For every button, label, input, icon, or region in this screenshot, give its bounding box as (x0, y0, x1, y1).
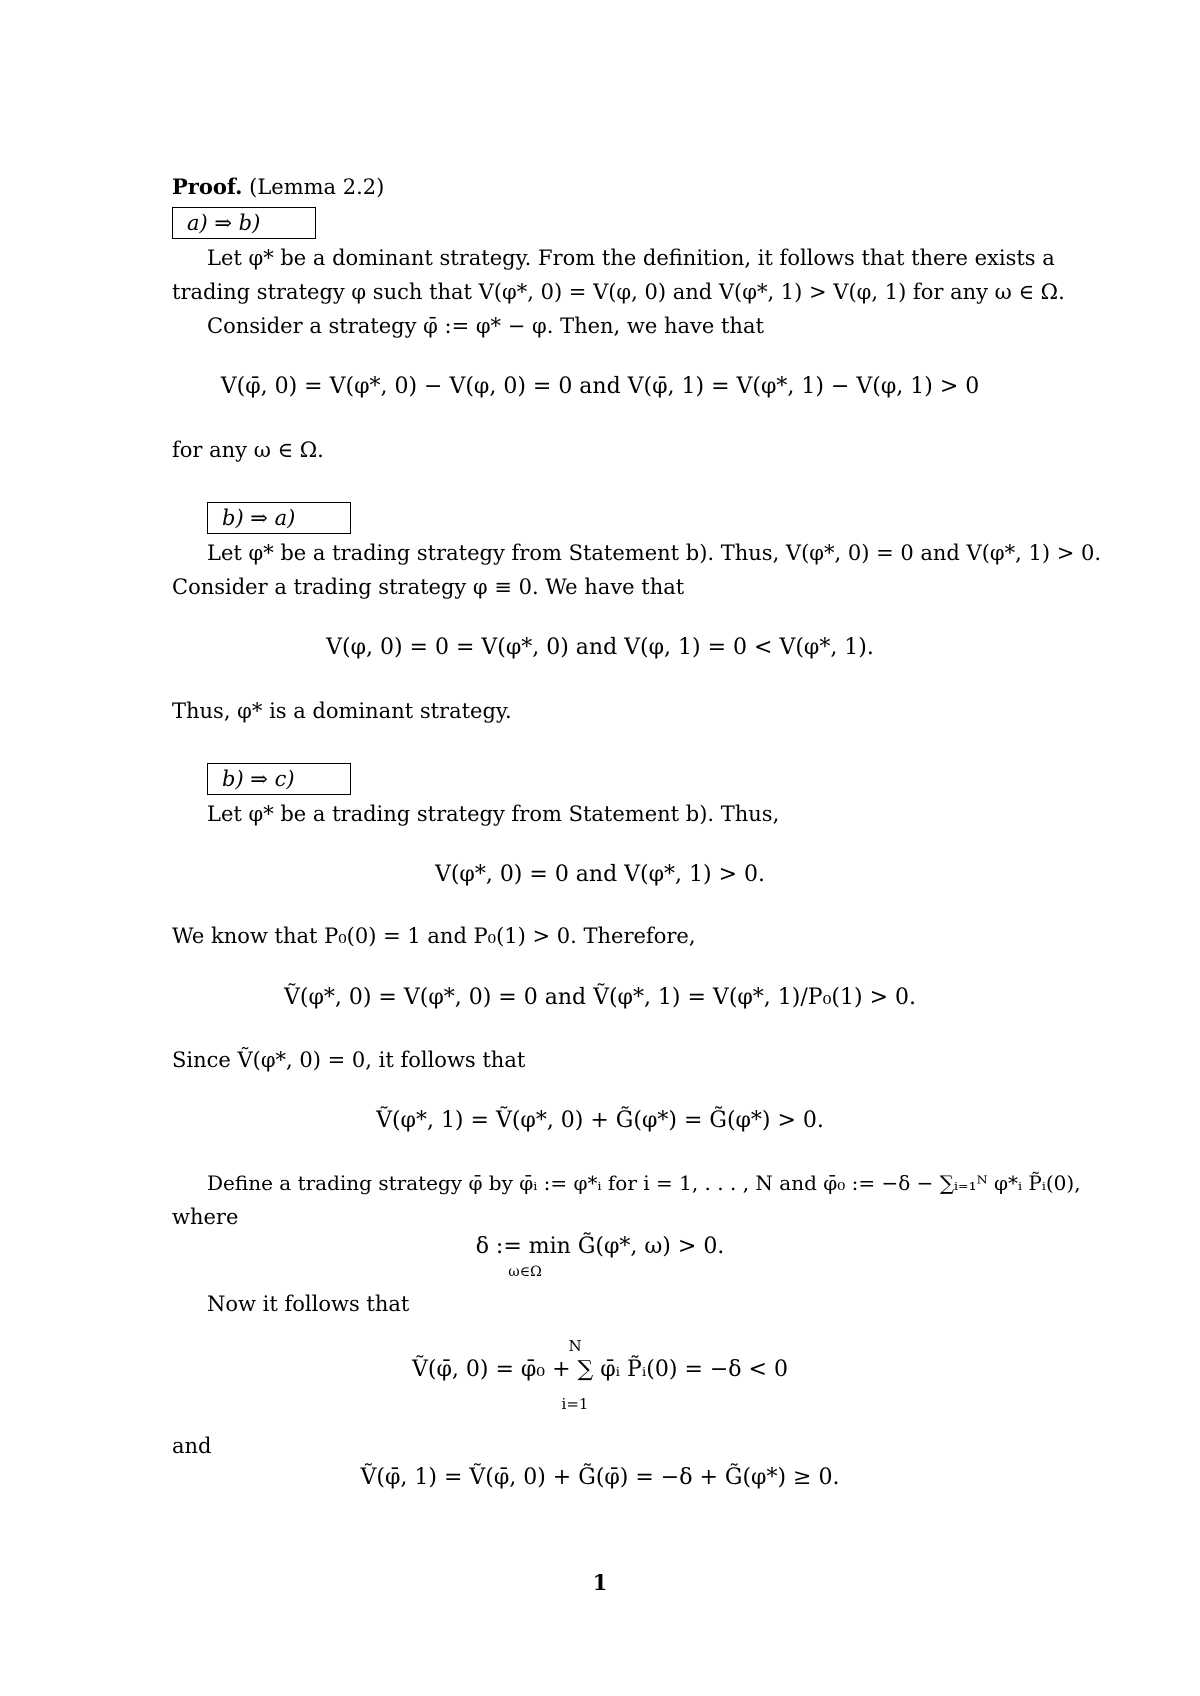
proof-title: Proof. (172, 174, 243, 199)
proof-heading (172, 174, 384, 200)
paragraph-line: trading strategy φ such that V(φ*, 0) = V(φ, 0) and V(φ*, 1) > V(φ, 1) for any ω ∈ Ω. (172, 280, 1065, 304)
paragraph-line: Now it follows that (207, 1292, 410, 1316)
section-label: b) ⇒ c) (222, 767, 295, 791)
paragraph-line: We know that P₀(0) = 1 and P₀(1) > 0. Therefore, (172, 924, 696, 948)
paragraph-line: and (172, 1434, 212, 1458)
equation-4: Ṽ(φ*, 0) = V(φ*, 0) = 0 and Ṽ(φ*, 1) = V(φ*, 1)/P₀(1) > 0. (284, 985, 916, 1010)
paragraph-line: Define a trading strategy φ̄ by φ̄ᵢ := φ*ᵢ for i = 1, . . . , N and φ̄₀ := −δ − ∑ᵢ₌₁ᴺ φ*ᵢ P̃ᵢ(0), (207, 1171, 1081, 1195)
equation-7: Ṽ(φ̄, 0) = φ̄₀ + ∑ φ̄ᵢ P̃ᵢ(0) = −δ < 0 (412, 1357, 788, 1382)
paragraph-line: Let φ* be a trading strategy from Statement b). Thus, V(φ*, 0) = 0 and V(φ*, 1) > 0. (207, 541, 1101, 565)
page-number: 1 (592, 1570, 608, 1595)
paragraph-line: where (172, 1205, 239, 1229)
section-box-b-implies-a (207, 502, 351, 534)
equation-2: V(φ, 0) = 0 = V(φ*, 0) and V(φ, 1) = 0 < V(φ*, 1). (326, 635, 874, 660)
equation-8: Ṽ(φ̄, 1) = Ṽ(φ̄, 0) + G̃(φ̄) = −δ + G̃(φ*) ≥ 0. (360, 1465, 840, 1490)
paragraph-line: Thus, φ* is a dominant strategy. (172, 699, 512, 723)
paragraph-line: Consider a trading strategy φ ≡ 0. We have that (172, 575, 685, 599)
paragraph-line: Consider a strategy φ̄ := φ* − φ. Then, we have that (207, 314, 764, 338)
paragraph-line: Let φ* be a trading strategy from Statement b). Thus, (207, 802, 780, 826)
section-label: a) ⇒ b) (187, 211, 261, 235)
equation-3: V(φ*, 0) = 0 and V(φ*, 1) > 0. (434, 862, 766, 887)
equation-6 (0, 1233, 1200, 1261)
equation-7-sum-lower: i=1 (561, 1395, 589, 1413)
section-label: b) ⇒ a) (222, 506, 296, 530)
equation-5: Ṽ(φ*, 1) = Ṽ(φ*, 0) + G̃(φ*) = G̃(φ*) > 0. (376, 1108, 824, 1133)
paragraph-line: Let φ* be a dominant strategy. From the definition, it follows that there exists a (207, 246, 1055, 270)
equation-6-body: δ := min G̃(φ*, ω) > 0. (475, 1234, 725, 1259)
section-box-b-implies-c (207, 763, 351, 795)
equation-1: V(φ̄, 0) = V(φ*, 0) − V(φ, 0) = 0 and V(φ̄, 1) = V(φ*, 1) − V(φ, 1) > 0 (220, 374, 980, 399)
equation-7-sum-upper: N (568, 1337, 582, 1355)
section-box-a-implies-b (172, 207, 316, 239)
equation-6-subscript: ω∈Ω (508, 1264, 542, 1280)
paragraph-line: Since Ṽ(φ*, 0) = 0, it follows that (172, 1048, 526, 1072)
lemma-reference: (Lemma 2.2) (249, 175, 385, 199)
paragraph-line: for any ω ∈ Ω. (172, 438, 324, 462)
